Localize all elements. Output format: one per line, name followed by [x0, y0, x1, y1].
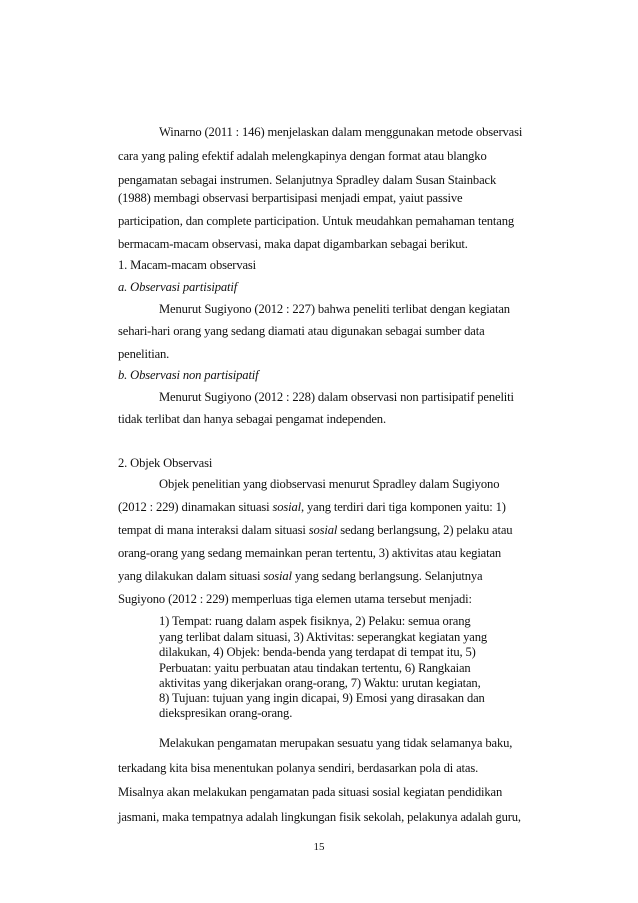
- page-number: 15: [313, 841, 325, 853]
- item-a-heading: a. Observasi partisipatif: [118, 280, 238, 294]
- elements-line: 1) Tempat: ruang dalam aspek fisiknya, 2) Pelaku: semua orang: [159, 614, 471, 628]
- closing-line: terkadang kita bisa menentukan polanya sendiri, berdasarkan pola di atas.: [118, 761, 479, 775]
- elements-line: yang terlibat dalam situasi, 3) Aktivitas: seperangkat kegiatan yang: [159, 630, 487, 644]
- closing-line: Misalnya akan melakukan pengamatan pada situasi sosial kegiatan pendidikan: [118, 785, 503, 799]
- italic-term: sosial: [272, 500, 301, 514]
- paragraph-1-line: pengamatan sebagai instrumen. Selanjutnya Spradley dalam Susan Stainback: [118, 173, 497, 187]
- paragraph-1-line: Winarno (2011 : 146) menjelaskan dalam menggunakan metode observasi: [159, 125, 523, 139]
- italic-term: sosial: [308, 523, 338, 537]
- elements-line: Perbuatan: yaitu perbuatan atau tindakan tertentu, 6) Rangkaian: [159, 661, 471, 675]
- closing-line: Melakukan pengamatan merupakan sesuatu yang tidak selamanya baku,: [159, 736, 513, 750]
- section-2-line: Objek penelitian yang diobservasi menurut Spradley dalam Sugiyono: [159, 477, 500, 491]
- section-2-line: Sugiyono (2012 : 229) memperluas tiga elemen utama tersebut menjadi:: [118, 592, 472, 606]
- elements-line: aktivitas yang dikerjakan orang-orang, 7) Waktu: urutan kegiatan,: [159, 676, 481, 690]
- paragraph-1-line: bermacam-macam observasi, maka dapat digambarkan sebagai berikut.: [118, 237, 468, 251]
- elements-line: dilakukan, 4) Objek: benda-benda yang terdapat di tempat itu, 5): [159, 645, 476, 659]
- closing-line: jasmani, maka tempatnya adalah lingkungan fisik sekolah, pelakunya adalah guru,: [118, 810, 521, 824]
- paragraph-1-line: participation, dan complete participation. Untuk meudahkan pemahaman tentang: [118, 214, 515, 228]
- section-2-line: tempat di mana interaksi dalam situasi sosial sedang berlangsung, 2) pelaku atau: [118, 523, 513, 537]
- item-b-line: tidak terlibat dan hanya sebagai pengamat independen.: [118, 412, 386, 426]
- paragraph-1-line: cara yang paling efektif adalah melengkapinya dengan format atau blangko: [118, 149, 487, 163]
- section-1-heading: 1. Macam-macam observasi: [118, 258, 257, 272]
- item-b-heading: b. Observasi non partisipatif: [118, 368, 259, 382]
- section-2-line: yang dilakukan dalam situasi sosial yang sedang berlangsung. Selanjutnya: [118, 569, 483, 583]
- item-a-line: sehari-hari orang yang sedang diamati atau digunakan sebagai sumber data: [118, 324, 485, 338]
- paragraph-1-line: (1988) membagi observasi berpartisipasi menjadi empat, yaiut passive: [118, 191, 463, 205]
- section-2-line: (2012 : 229) dinamakan situasi sosial, yang terdiri dari tiga komponen yaitu: 1): [118, 500, 506, 514]
- section-2-heading: 2. Objek Observasi: [118, 456, 213, 470]
- item-a-line: penelitian.: [118, 347, 170, 361]
- italic-term: sosial: [263, 569, 292, 583]
- elements-line: 8) Tujuan: tujuan yang ingin dicapai, 9) Emosi yang dirasakan dan: [159, 691, 485, 705]
- elements-line: diekspresikan orang-orang.: [159, 706, 293, 720]
- item-b-line: Menurut Sugiyono (2012 : 228) dalam observasi non partisipatif peneliti: [159, 390, 514, 404]
- item-a-line: Menurut Sugiyono (2012 : 227) bahwa peneliti terlibat dengan kegiatan: [159, 302, 510, 316]
- section-2-line: orang-orang yang sedang memainkan peran tertentu, 3) aktivitas atau kegiatan: [118, 546, 502, 560]
